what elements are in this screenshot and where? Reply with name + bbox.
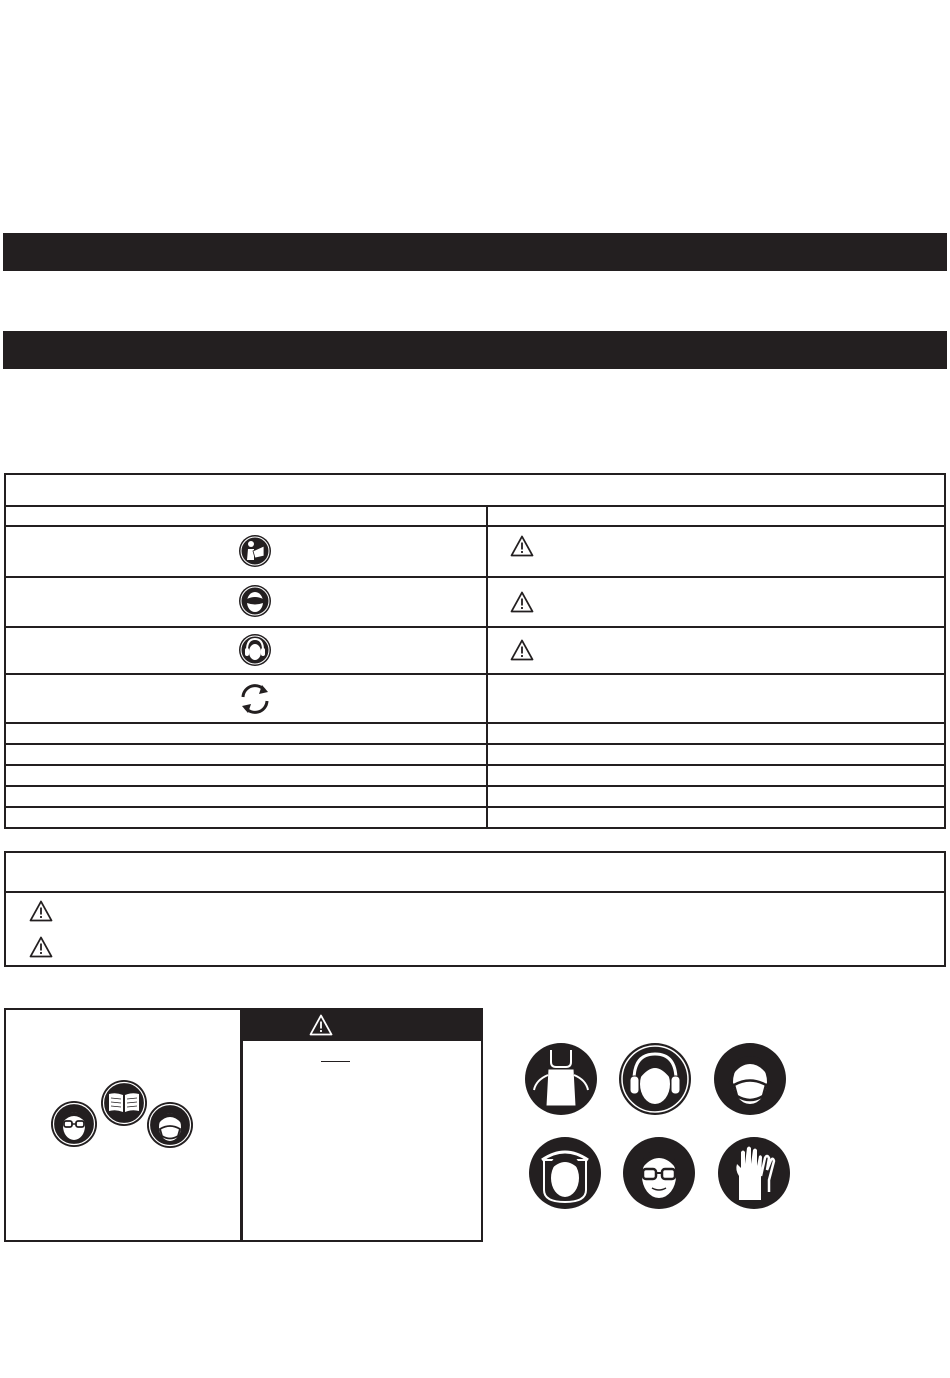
table-rule: [5, 626, 945, 628]
ppe-warning-underline: [321, 1061, 350, 1062]
table-rule: [5, 785, 945, 787]
warning-triangle-icon: [510, 591, 534, 613]
open-book-icon: [100, 1079, 148, 1127]
eye-protection-icon: [238, 584, 272, 618]
dust-mask-icon: [713, 1042, 787, 1116]
recycle-arrows-icon: [236, 680, 274, 718]
safety-glasses-icon: [50, 1100, 98, 1148]
warning-triangle-icon: [29, 900, 53, 922]
safety-glasses-icon: [622, 1136, 696, 1210]
read-manual-icon: [238, 534, 272, 568]
table-column-divider: [486, 506, 488, 828]
gloves-icon: [717, 1136, 791, 1210]
table-rule: [5, 806, 945, 808]
table-rule: [5, 576, 945, 578]
face-shield-icon: [528, 1136, 602, 1210]
ear-protection-icon: [238, 633, 272, 667]
warning-triangle-icon: [510, 535, 534, 557]
table-rule: [5, 525, 945, 527]
ppe-warning-header: [243, 1009, 482, 1041]
table-rule: [5, 722, 945, 724]
warning-triangle-icon: [309, 1014, 333, 1036]
header-band-1: [3, 233, 947, 271]
ear-muffs-icon: [618, 1042, 692, 1116]
warning-triangle-icon: [510, 639, 534, 661]
apron-icon: [524, 1042, 598, 1116]
warning-box-rule: [5, 891, 945, 893]
ppe-label-divider: [240, 1009, 243, 1241]
table-rule: [5, 743, 945, 745]
dust-mask-icon: [146, 1101, 194, 1149]
table-rule: [5, 764, 945, 766]
table-rule: [5, 673, 945, 675]
warning-triangle-icon: [29, 936, 53, 958]
table-rule: [5, 505, 945, 507]
header-band-2: [3, 331, 947, 369]
warning-box: [4, 851, 946, 967]
